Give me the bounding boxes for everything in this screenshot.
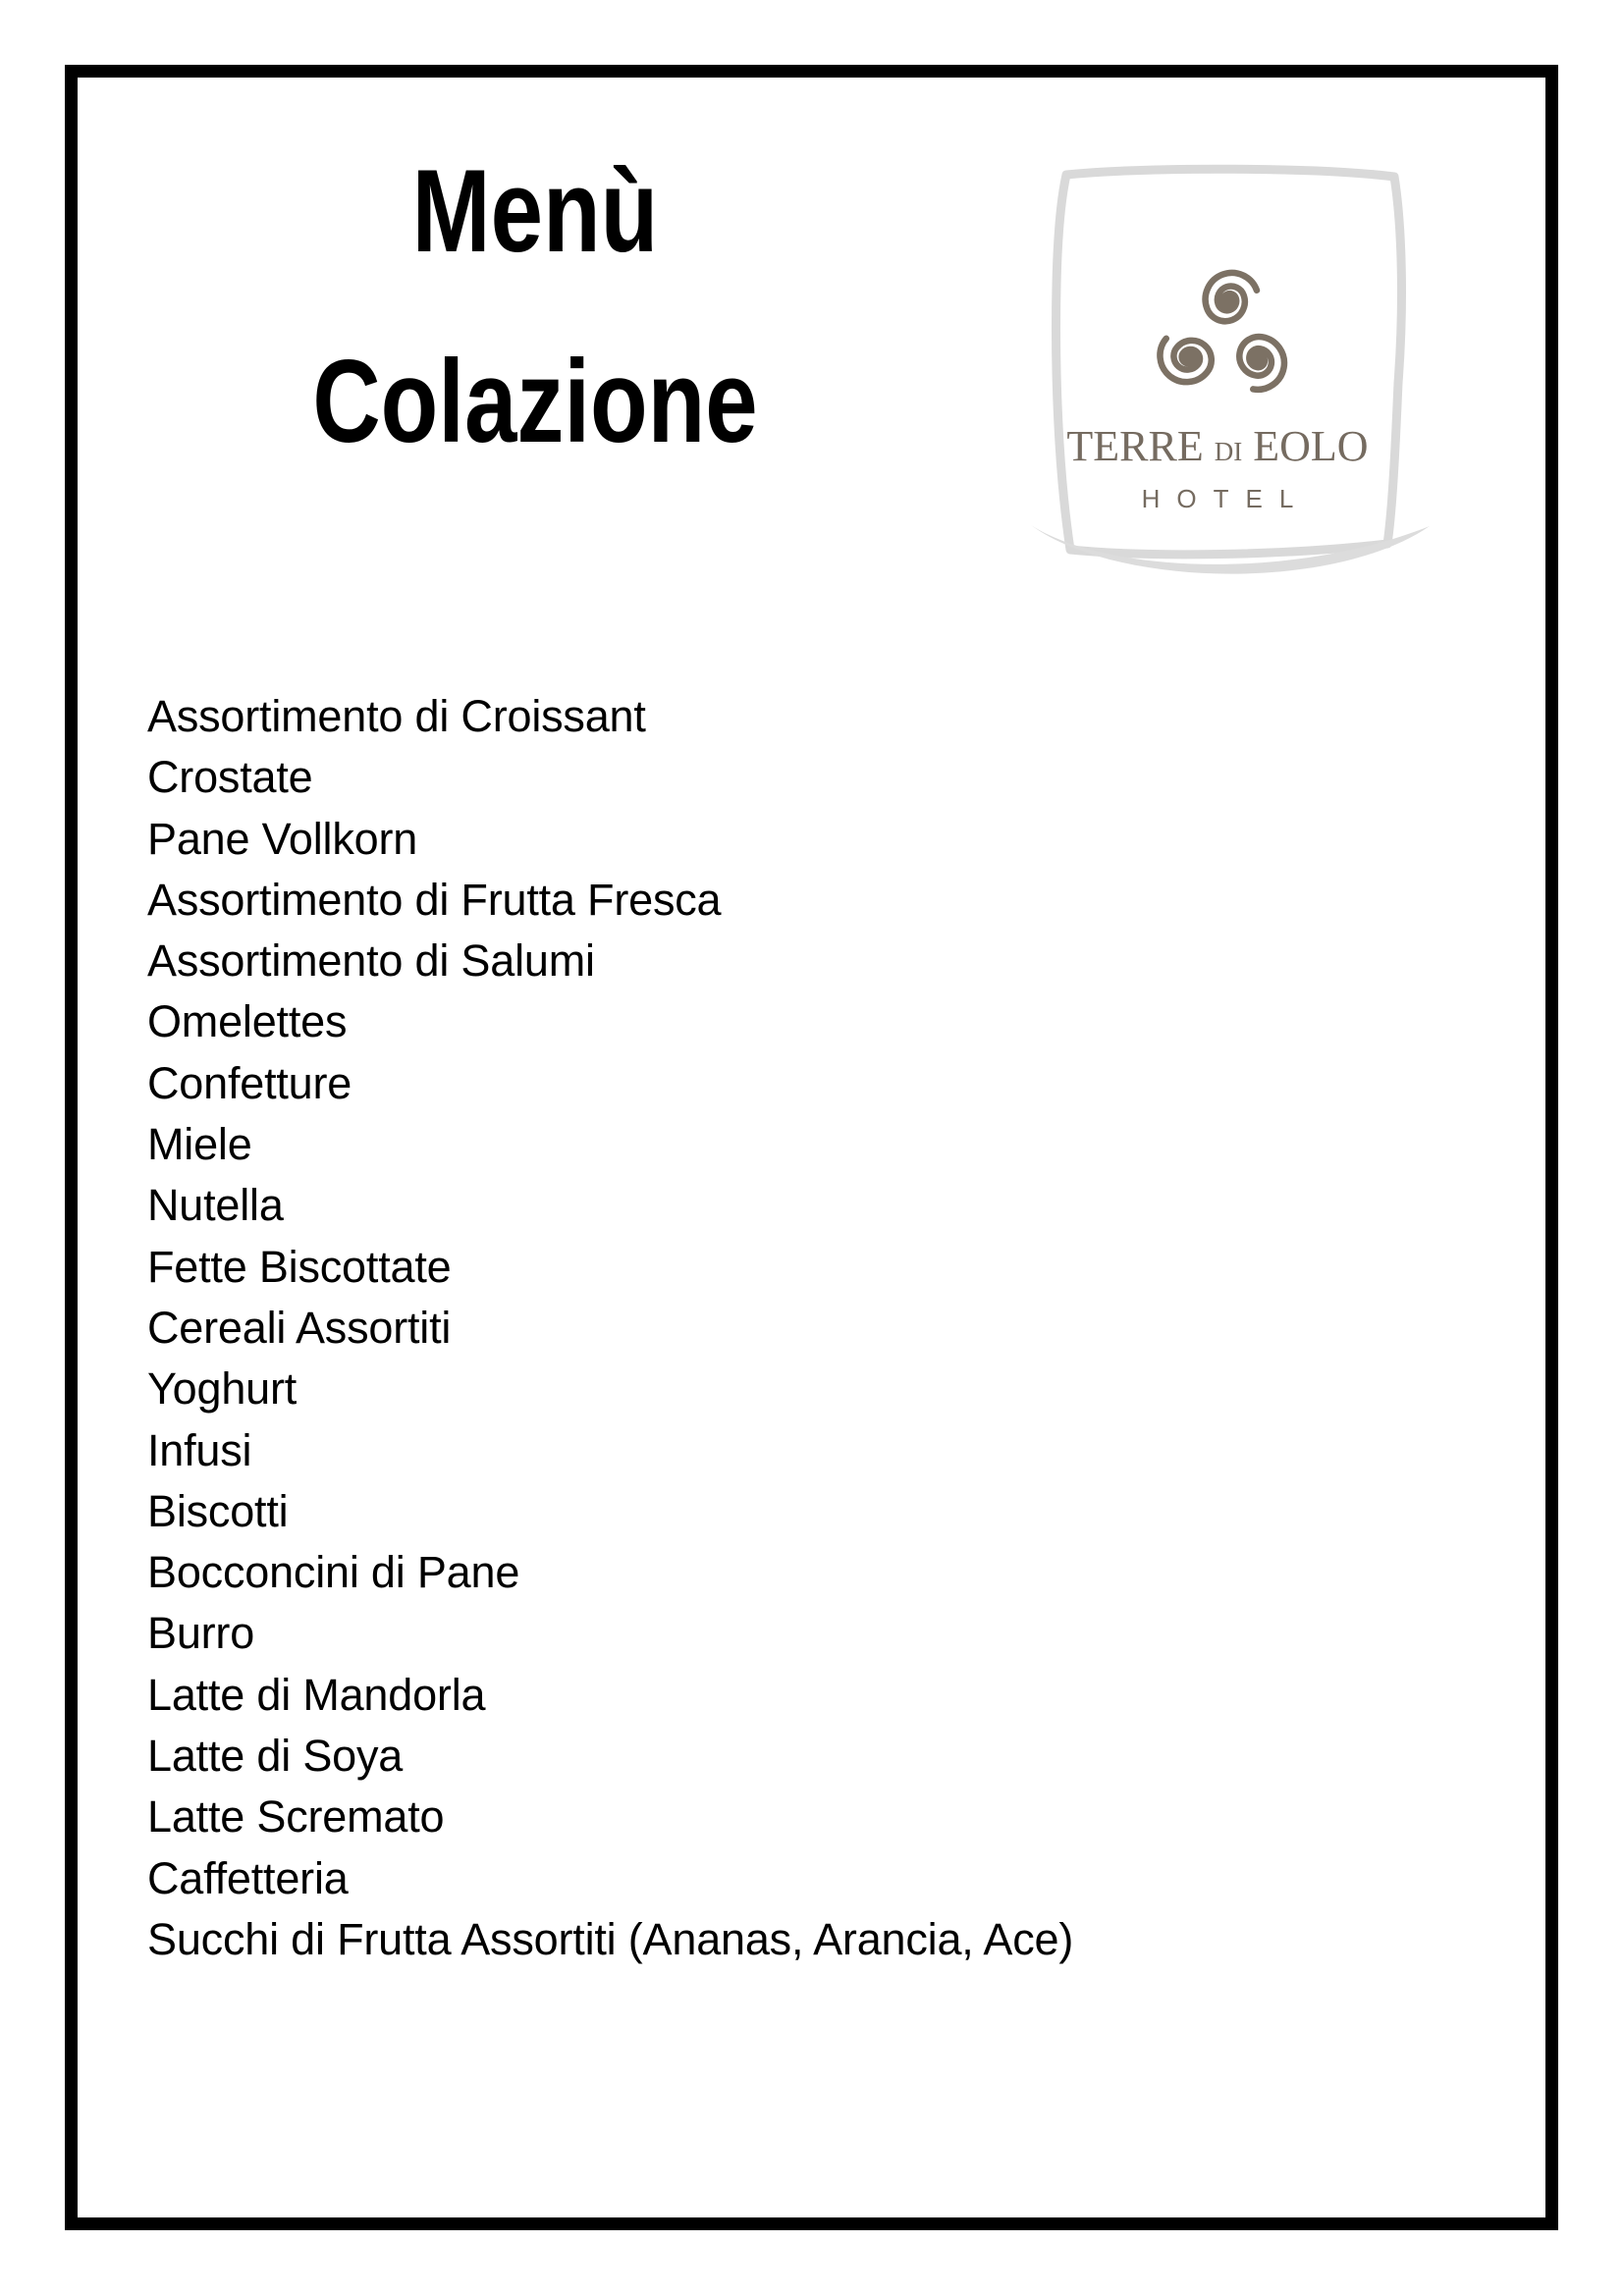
- menu-item: Latte di Mandorla: [147, 1669, 486, 1720]
- menu-item: Caffetteria: [147, 1852, 349, 1903]
- menu-item: Latte di Soya: [147, 1731, 404, 1782]
- menu-item: Assortimento di Salumi: [147, 935, 595, 987]
- menu-item-list: [147, 686, 1227, 1970]
- menu-item: Confetture: [147, 1057, 352, 1108]
- menu-item: Miele: [147, 1119, 252, 1170]
- hotel-brand-name: [1001, 422, 1434, 473]
- menu-item: Latte Scremato: [147, 1791, 445, 1842]
- menu-item: Yoghurt: [147, 1363, 298, 1415]
- menu-item: Assortimento di Frutta Fresca: [147, 874, 722, 925]
- brand-terre: TERRE: [1066, 422, 1204, 470]
- menu-item: Cereali Assortiti: [147, 1302, 452, 1353]
- menu-item: Succhi di Frutta Assortiti (Ananas, Arancia, Ace): [147, 1913, 1074, 1964]
- menu-item: Burro: [147, 1608, 255, 1659]
- title-line-1: Menù: [411, 145, 659, 277]
- menu-item: Biscotti: [147, 1485, 289, 1536]
- menu-item: Pane Vollkorn: [147, 813, 418, 864]
- hotel-logo: [1001, 147, 1434, 599]
- menu-item: Nutella: [147, 1180, 284, 1231]
- menu-item: Bocconcini di Pane: [147, 1547, 520, 1598]
- menu-item: Fette Biscottate: [147, 1241, 452, 1292]
- hotel-subtitle: HOTEL: [1141, 484, 1311, 513]
- brand-di: DI: [1214, 437, 1243, 466]
- menu-item: Assortimento di Croissant: [147, 691, 646, 741]
- menu-item: Omelettes: [147, 996, 348, 1047]
- menu-item: Crostate: [147, 752, 313, 803]
- menu-item: Infusi: [147, 1424, 252, 1475]
- page-title: [0, 116, 1070, 497]
- triskelion-spirals-icon: [1001, 147, 1434, 599]
- title-line-2: Colazione: [312, 336, 758, 467]
- brand-eolo: EOLO: [1253, 422, 1369, 470]
